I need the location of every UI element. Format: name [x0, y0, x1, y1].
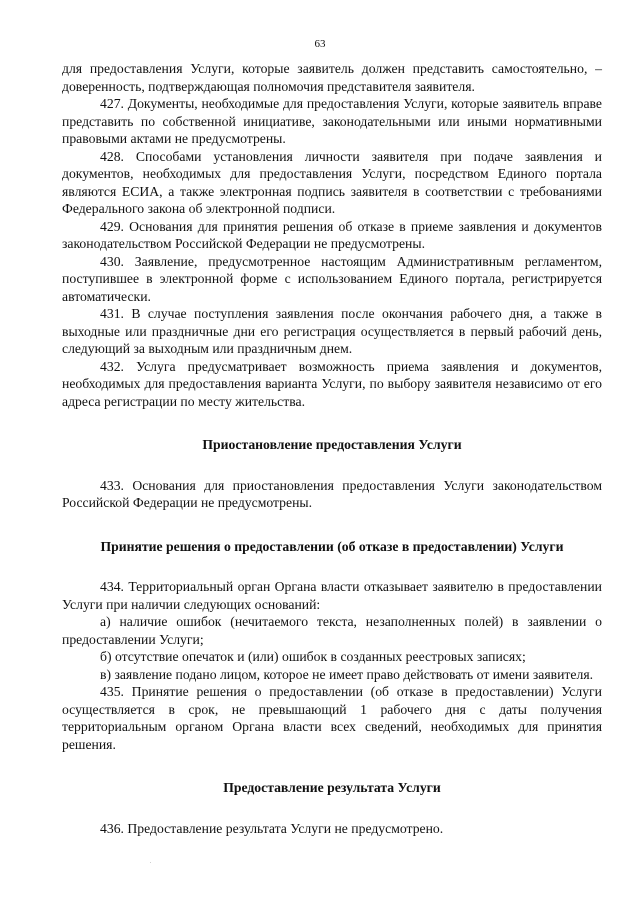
paragraph-427: 427. Документы, необходимые для предоставления Услуги, которые заявитель вправе представить по собственной инициативе, законодательными или иными нормативными правовыми актами не предусмотрены.: [62, 96, 602, 146]
paragraph-432: 432. Услуга предусматривает возможность приема заявления и документов, необходимых для предоставления варианта Услуги, по выбору заявителя независимо от его адреса регистрации по месту жительства.: [62, 358, 602, 409]
section-heading-decision: Принятие решения о предоставлении (об отказе в предоставлении) Услуги: [100, 538, 564, 554]
section-heading-result: Предоставление результата Услуги: [223, 780, 441, 795]
paragraph-434-b: б) отсутствие опечаток и (или) ошибок в созданных реестровых записях;: [100, 649, 526, 664]
scan-speck: [150, 862, 151, 863]
section-heading-suspension: Приостановление предоставления Услуги: [202, 437, 462, 452]
paragraph-435: 435. Принятие решения о предоставлении (об отказе в предоставлении) Услуги осуществляется в срок, не превышающий 1 рабочего дня с даты получения территориальным органом Органа власти всех сведений, необходимых для принятия решения.: [62, 684, 602, 752]
paragraph-430: 430. Заявление, предусмотренное настоящим Административным регламентом, поступившее в электронной форме с использованием Единого портала, регистрируется автоматически.: [62, 253, 602, 304]
page-number: 63: [314, 38, 326, 50]
paragraph-436: 436. Предоставление результата Услуги не предусмотрено.: [100, 820, 444, 836]
paragraph-428: 428. Способами установления личности заявителя при подаче заявления и документов, необходимых для предоставления Услуги, посредством Единого портала являются ЕСИА, а также электронная подпись заявителя в соответствии с требованиями Федерального закона об электронной подписи.: [62, 148, 602, 216]
paragraph-434-v: в) заявление подано лицом, которое не имеет право действовать от имени заявителя.: [100, 666, 594, 682]
paragraph-433: 433. Основания для приостановления предоставления Услуги законодательством Российской Федерации не предусмотрены.: [62, 477, 602, 510]
paragraph-431: 431. В случае поступления заявления после окончания рабочего дня, а также в выходные или праздничные дни его регистрация осуществляется в первый рабочий день, следующий за выходным или праздничным днем.: [62, 306, 602, 356]
paragraph-429: 429. Основания для принятия решения об отказе в приеме заявления и документов законодательством Российской Федерации не предусмотрены.: [62, 218, 602, 251]
paragraph-434-a: а) наличие ошибок (нечитаемого текста, незаполненных полей) в заявлении о предоставлении Услуги;: [62, 614, 602, 647]
page-body: [62, 60, 602, 837]
paragraph-434: 434. Территориальный орган Органа власти отказывает заявителю в предоставлении Услуги при наличии следующих оснований:: [62, 579, 602, 612]
paragraph-continuation: для предоставления Услуги, которые заявитель должен представить самостоятельно, – доверенность, подтверждающая полномочия представителя заявителя.: [62, 61, 602, 94]
